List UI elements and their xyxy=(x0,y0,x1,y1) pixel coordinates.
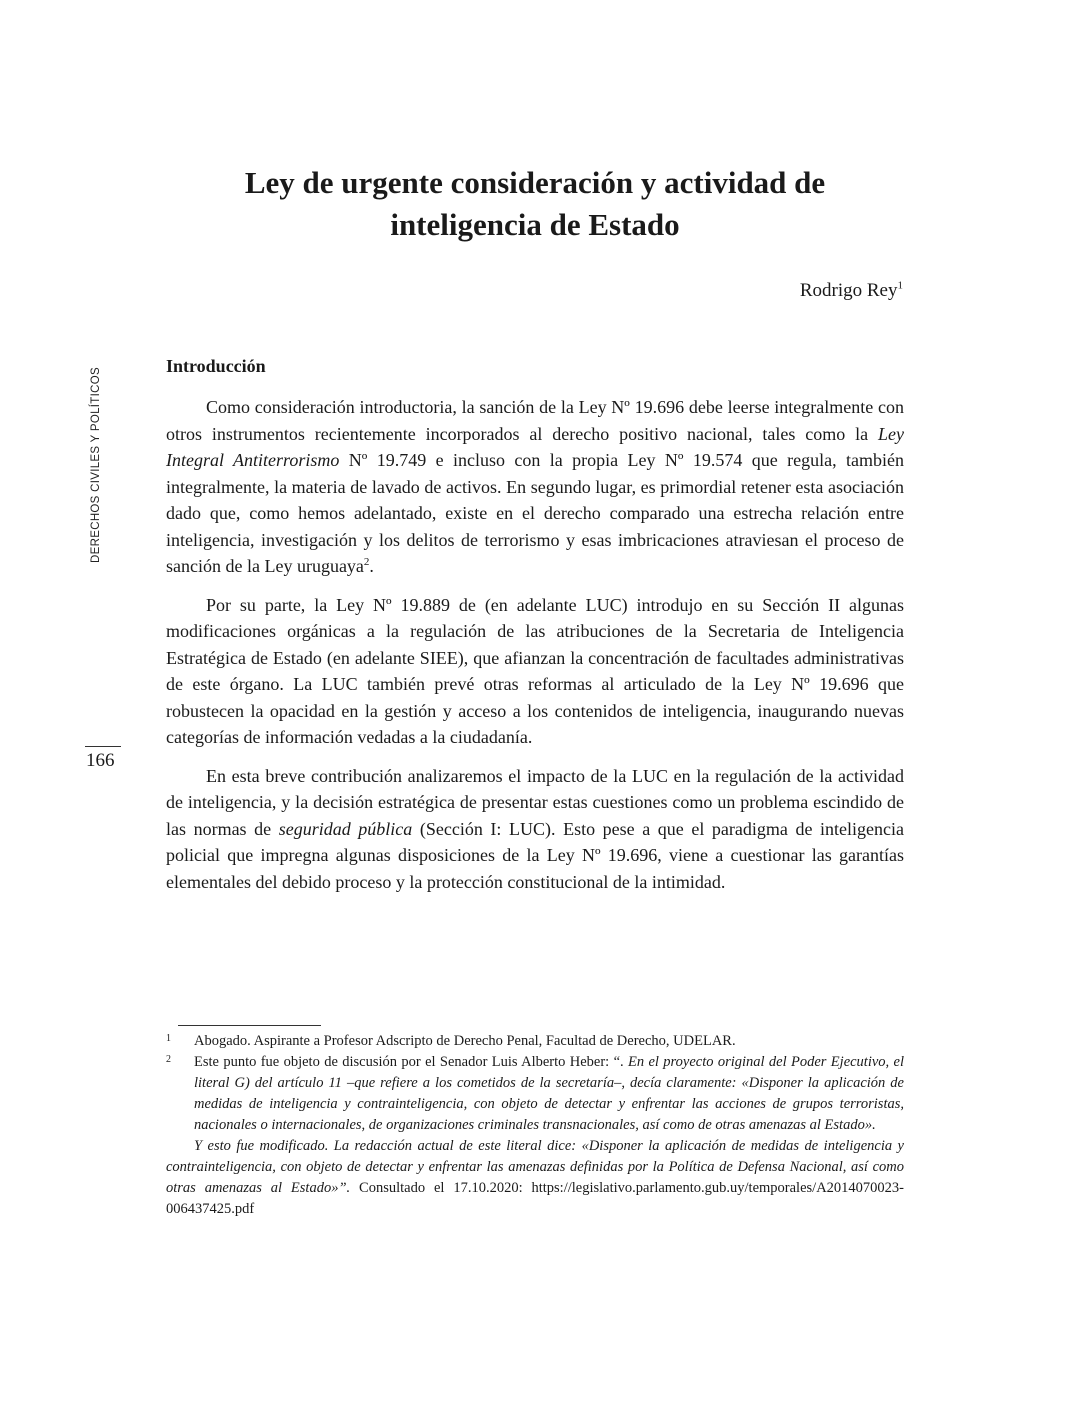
page-number-rule xyxy=(85,746,121,747)
footnote-text: Abogado. Aspirante a Profesor Adscripto de Derecho Penal, Facultad de Derecho, UDELAR. xyxy=(194,1033,736,1049)
paragraph-3: En esta breve contribución analizaremos el impacto de la LUC en la regulación de la actividad de inteligencia, y la decisión estratégica de presentar estas cuestiones como un problema escindido de las normas de seguridad pública (Sección I: LUC). Esto pese a que el paradigma de inteligencia policial que impregna algunas disposiciones de la Ley Nº 19.696, viene a cuestionar las garantías elementales del debido proceso y la protección constitucional de la intimidad. xyxy=(166,765,904,892)
footnote-url-text: Consultado el 17.10.2020: https://legislativo.parlamento.gub.uy/temporales/A2014070023-006437425.pdf xyxy=(166,1180,904,1217)
paragraph-1: Como consideración introductoria, la sanción de la Ley Nº 19.696 debe leerse integralmente con otros instrumentos recientemente incorporados al derecho positivo nacional, tales como la Ley Integral Antiterrorismo Nº 19.749 e incluso con la propia Ley Nº 19.574 que regula, también integralmente, la materia de lavado de activos. En segundo lugar, es primordial retener esta asociación dado que, como hemos adelantado, existe en el derecho comparado una estrecha relación entre inteligencia, investigación y los delitos de terrorismo y esas imbricaciones atraviesan el proceso de sanción de la Ley uruguaya$^2$. xyxy=(166,397,904,576)
footnote-separator xyxy=(178,1025,321,1026)
italic-law-name: Ley Integral Antiterrorismo xyxy=(166,423,904,470)
footnote-mark: 2 xyxy=(166,1054,171,1065)
footnote-2 xyxy=(166,1052,904,1136)
footnote-text: Este punto fue objeto de discusión por el Senador Luis Alberto Heber: “. En el proyecto original del Poder Ejecutivo, el literal G) del artículo 11 –que refiere a los cometidos de la secretaría–, decía claramente: «Disponer la aplicación de medidas de inteligencia y contrainteligencia, con objeto de detectar y enfrentar las acciones de grupos terroristas, nacionales o internacionales, de organizaciones criminales transnacionales, así como de otras amenazas al Estado». xyxy=(194,1054,905,1133)
section-heading: Introducción xyxy=(166,356,266,376)
footnote-mark: 1 xyxy=(166,1033,171,1044)
author-line xyxy=(800,280,903,302)
article-title xyxy=(150,162,920,246)
section-side-label: DERECHOS CIVILES Y POLÍTICOS xyxy=(90,367,102,563)
body-text xyxy=(166,394,904,907)
footnotes xyxy=(166,1031,904,1220)
italic-term: seguridad pública xyxy=(278,818,413,839)
footnote-ref-2[interactable]: 2 xyxy=(363,556,370,568)
footnote-1 xyxy=(166,1031,904,1052)
title-line-1: Ley de urgente consideración y actividad de xyxy=(244,165,826,200)
author-footnote-ref[interactable]: 1 xyxy=(897,279,903,292)
paragraph-2: Por su parte, la Ley Nº 19.889 de (en adelante LUC) introdujo en su Sección II algunas modificaciones orgánicas a la regulación de las atribuciones de la Secretaria de Inteligencia Estratégica de Estado (en adelante SIEE), que afianzan la concentración de facultades administrativas de este órgano. La LUC también prevé otras reformas al articulado de la Ley Nº 19.696 que robustecen la opacidad en la gestión y acceso a los contenidos de inteligencia, inaugurando nuevas categorías de información vedadas a la ciudadanía. xyxy=(166,594,904,747)
author-name: Rodrigo Rey xyxy=(799,280,898,301)
title-line-2: inteligencia de Estado xyxy=(390,207,680,242)
page-number: 166 xyxy=(86,750,115,771)
footnote-2-continuation: Y esto fue modificado. La redacción actual de este literal dice: «Disponer la aplicación de medidas de inteligencia y contrainteligencia, con objeto de detectar y enfrentar las amenazas definidas por la Política de Defensa Nacional, así como otras amenazas al Estado»”. Consultado el 17.10.2020: https://legislativo.parlamento.gub.uy/temporales/A2014070023-006437425.pdf xyxy=(166,1138,904,1217)
